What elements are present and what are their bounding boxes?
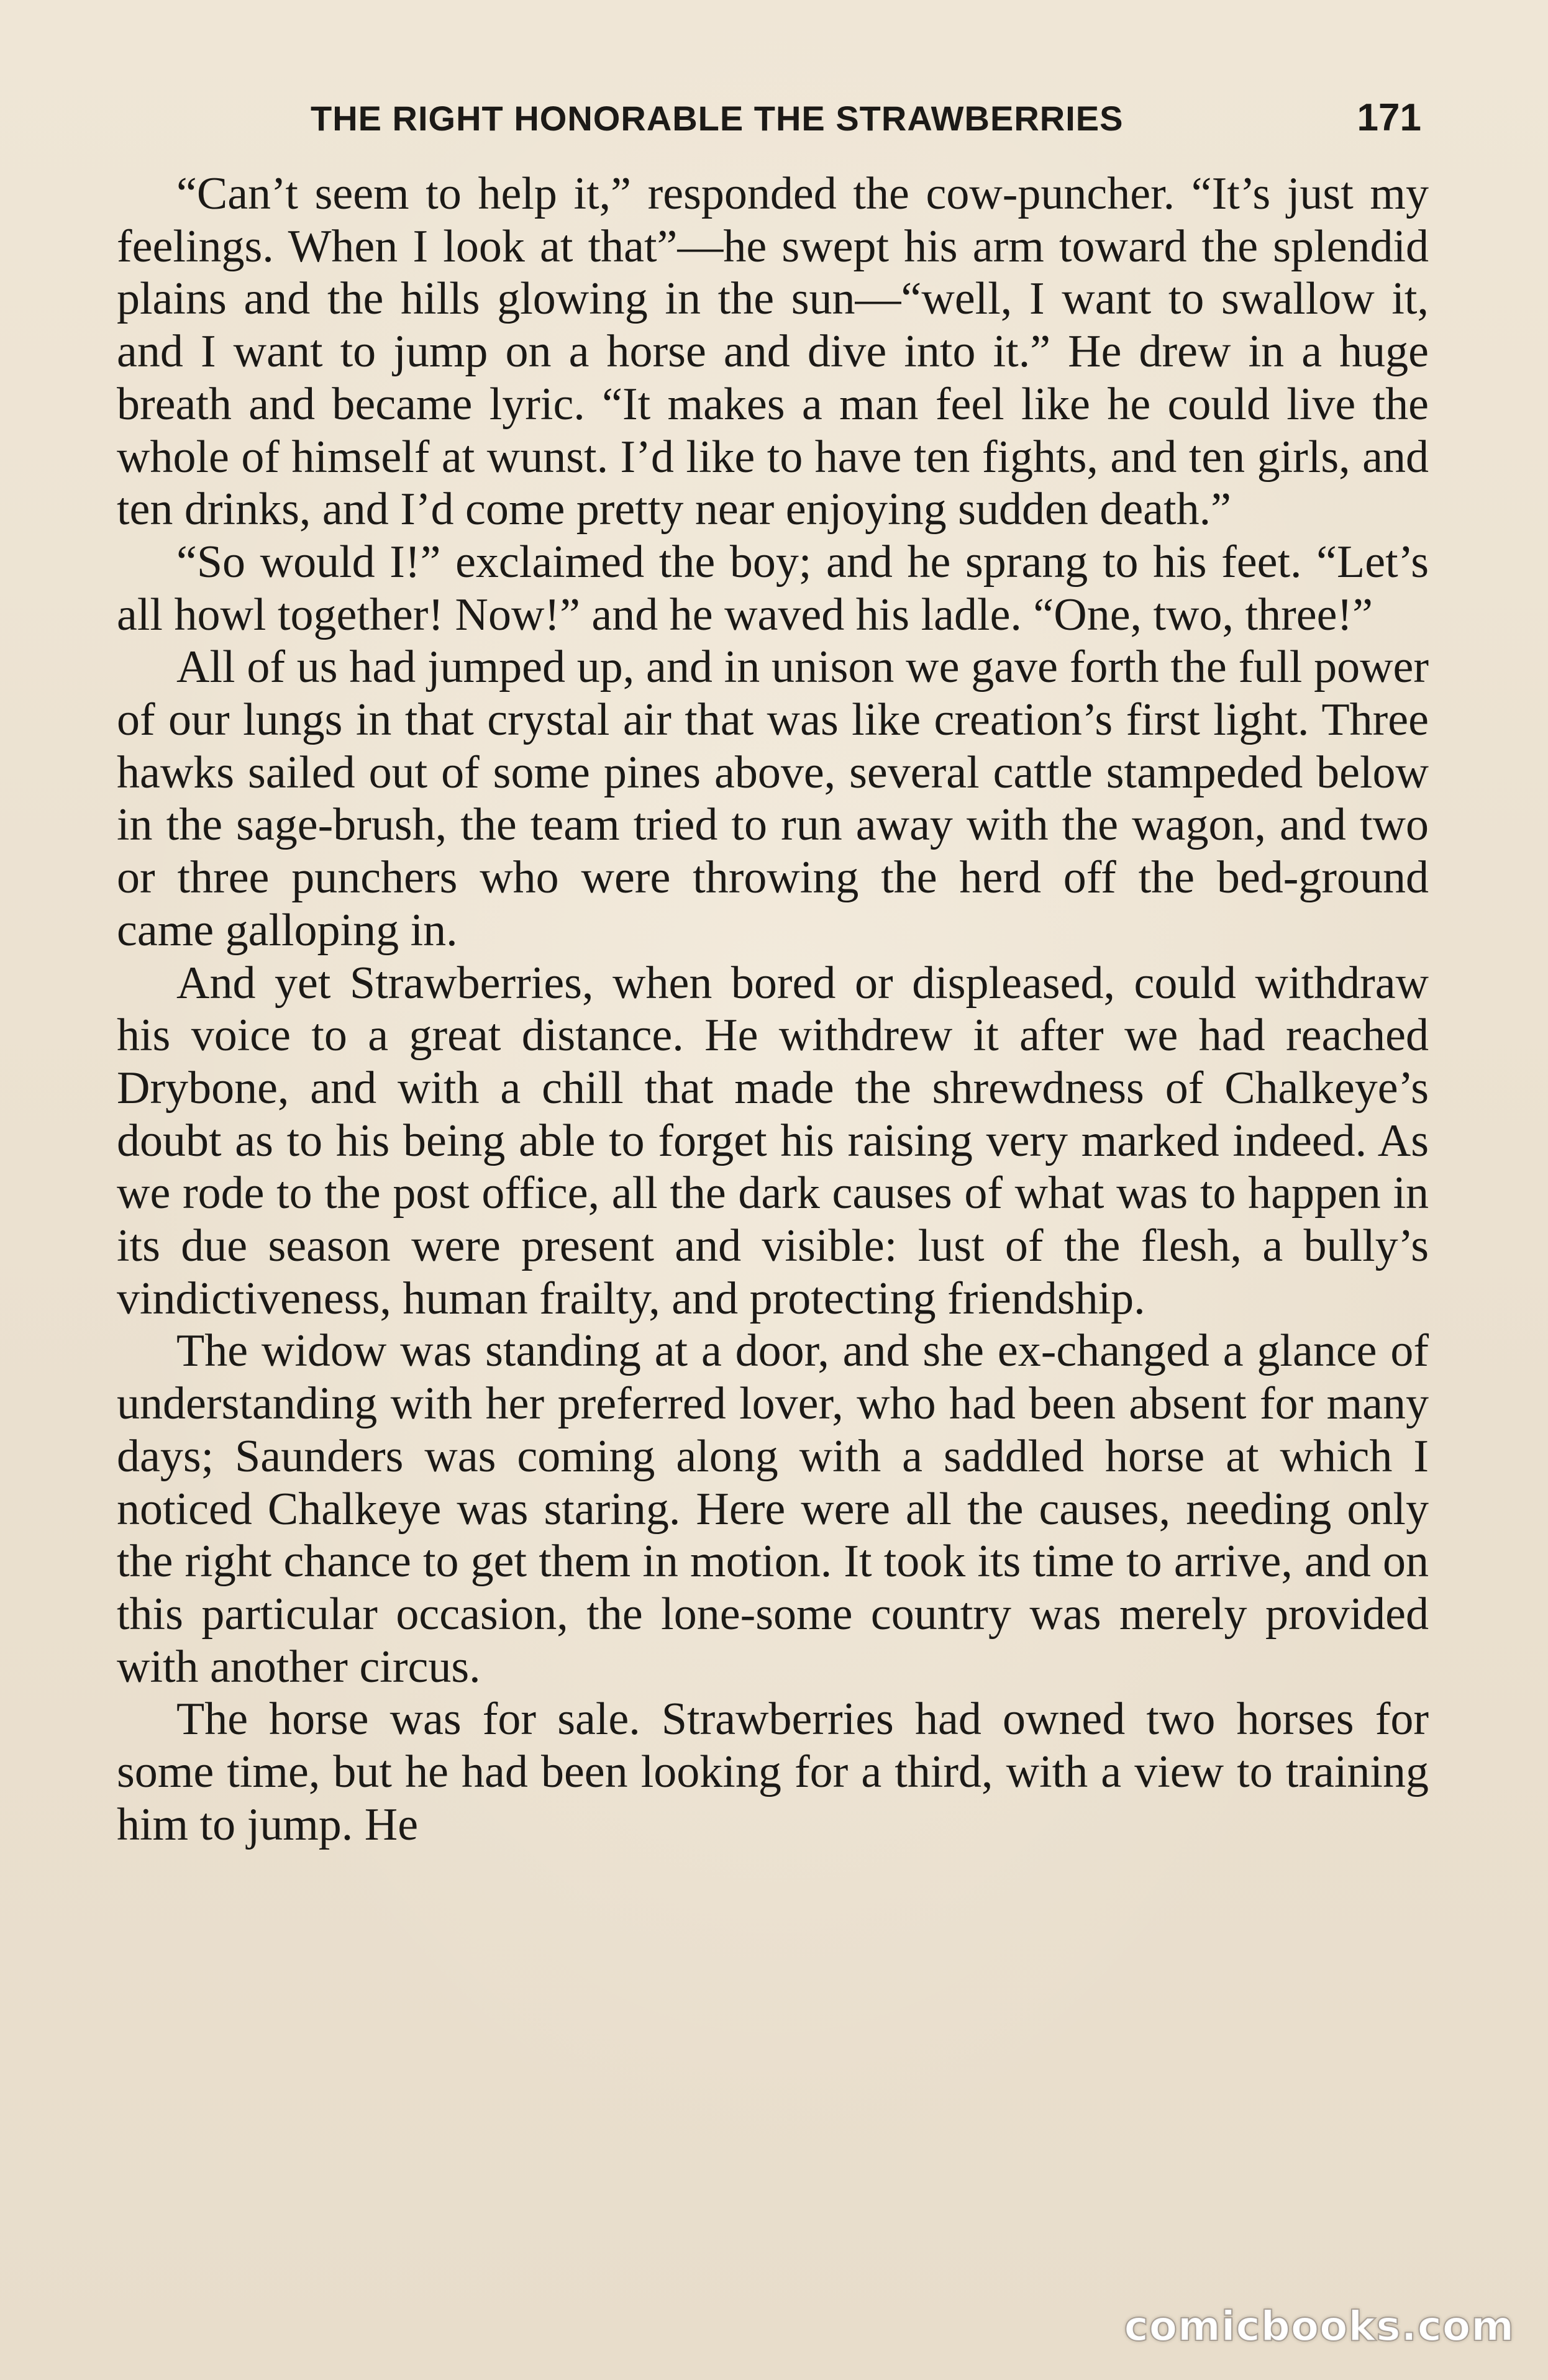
- paragraph-1: “Can’t seem to help it,” responded the cow-puncher. “It’s just my feelings. When I look at that”—he swept his arm toward the splendid plains and the hills glowing in the sun—“well, I want to swallow it, and I want to jump on a horse and dive into it.” He drew in a huge breath and became lyric. “It makes a man feel like he could live the whole of himself at wunst. I’d like to have ten fights, and ten girls, and ten drinks, and I’d come pretty near enjoying sudden death.”: [117, 168, 1429, 535]
- paragraph-4: And yet Strawberries, when bored or displeased, could withdraw his voice to a great distance. He withdrew it after we had reached Drybone, and with a chill that made the shrewdness of Chalkeye’s doubt as to his being able to forget his raising very marked indeed. As we rode to the post office, all the dark causes of what was to happen in its due season were present and visible: lust of the flesh, a bully’s vindictiveness, human frailty, and protecting friendship.: [117, 957, 1429, 1324]
- paragraph-2: “So would I!” exclaimed the boy; and he sprang to his feet. “Let’s all howl together! Now!” and he waved his ladle. “One, two, three!”: [117, 536, 1429, 640]
- page-header: [311, 98, 1421, 148]
- paragraph-6: The horse was for sale. Strawberries had owned two horses for some time, but he had been looking for a third, with a view to training him to jump. He: [117, 1694, 1429, 1850]
- paragraph-3: All of us had jumped up, and in unison we gave forth the full power of our lungs in that crystal air that was like creation’s first light. Three hawks sailed out of some pines above, several cattle stampeded below in the sage-brush, the team tried to run away with the wagon, and two or three punchers who were throwing the herd off the bed-ground came galloping in.: [117, 642, 1429, 956]
- watermark: comicbooks.com: [1124, 2302, 1514, 2350]
- running-head: THE RIGHT HONORABLE THE STRAWBERRIES: [311, 99, 1124, 138]
- page-number: 171: [1357, 96, 1421, 139]
- paragraph-5: The widow was standing at a door, and she ex-changed a glance of understanding with her preferred lover, who had been absent for many days; Saunders was coming along with a saddled horse at which I noticed Chalkeye was staring. Here were all the causes, needing only the right chance to get them in motion. It took its time to arrive, and on this particular occasion, the lone-some country was merely provided with another circus.: [117, 1325, 1429, 1692]
- body-text: [117, 168, 1429, 1851]
